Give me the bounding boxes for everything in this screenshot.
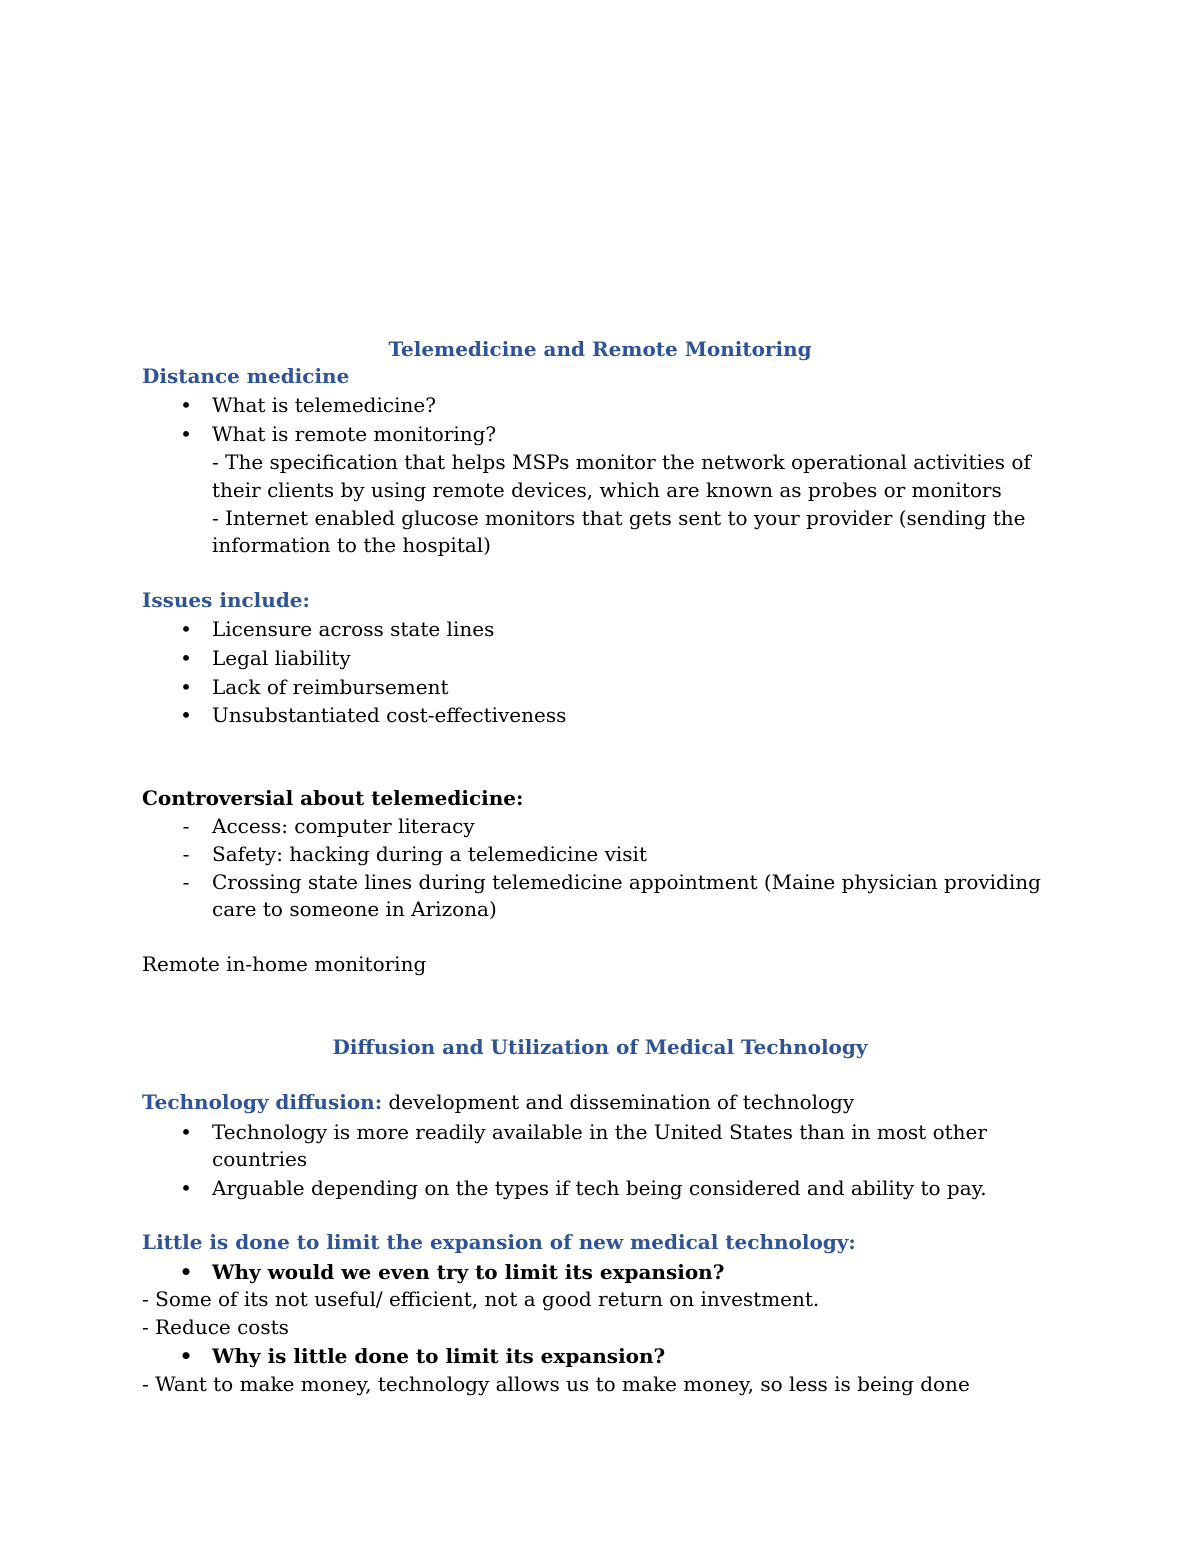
bullet-icon: • bbox=[180, 422, 192, 446]
bullet-icon: • bbox=[180, 1176, 192, 1200]
note-line: - Internet enabled glucose monitors that gets sent to your provider (sending the bbox=[212, 506, 1026, 530]
heading-issues: Issues include: bbox=[142, 588, 310, 612]
heading-limit-expansion: Little is done to limit the expansion of new medical technology: bbox=[142, 1230, 856, 1254]
bullet-icon: • bbox=[180, 675, 192, 699]
list-item: • Arguable depending on the types if tech being considered and ability to pay. bbox=[212, 1175, 987, 1201]
list-item: - Safety: hacking during a telemedicine visit bbox=[212, 841, 647, 867]
section-title-telemedicine: Telemedicine and Remote Monitoring bbox=[388, 337, 812, 361]
answer-line: - Some of its not useful/ efficient, not a good return on investment. bbox=[142, 1287, 820, 1311]
bullet-icon: • bbox=[180, 703, 192, 727]
note-line: - The specification that helps MSPs monitor the network operational activities of bbox=[212, 450, 1031, 474]
diffusion-text: development and dissemination of technology bbox=[382, 1090, 855, 1114]
note-line: information to the hospital) bbox=[212, 533, 491, 557]
note-line: their clients by using remote devices, which are known as probes or monitors bbox=[212, 478, 1002, 502]
bullet-icon: • bbox=[180, 617, 192, 641]
list-item-continuation: countries bbox=[212, 1147, 308, 1171]
bullet-icon: • bbox=[179, 1344, 193, 1368]
heading-distance-medicine: Distance medicine bbox=[142, 364, 350, 388]
list-item: - Crossing state lines during telemedicine appointment (Maine physician providing bbox=[212, 869, 1041, 895]
dash-marker: - bbox=[182, 870, 190, 894]
bullet-icon: • bbox=[179, 1260, 193, 1284]
question-item: • Why would we even try to limit its expansion? bbox=[212, 1259, 724, 1285]
bullet-icon: • bbox=[180, 646, 192, 670]
list-item: • Legal liability bbox=[212, 645, 351, 671]
list-item: • Technology is more readily available in the United States than in most other bbox=[212, 1119, 987, 1145]
diffusion-label: Technology diffusion: bbox=[142, 1090, 383, 1114]
list-item: - Access: computer literacy bbox=[212, 813, 475, 839]
answer-line: - Reduce costs bbox=[142, 1315, 289, 1339]
section-title-diffusion: Diffusion and Utilization of Medical Technology bbox=[332, 1035, 868, 1059]
list-item: • What is remote monitoring? bbox=[212, 421, 496, 447]
list-item: • Lack of reimbursement bbox=[212, 674, 449, 700]
bullet-icon: • bbox=[180, 393, 192, 417]
list-item: • Unsubstantiated cost-effectiveness bbox=[212, 702, 566, 728]
heading-controversial: Controversial about telemedicine: bbox=[142, 786, 524, 810]
remote-in-home-text: Remote in-home monitoring bbox=[142, 952, 427, 976]
dash-marker: - bbox=[182, 842, 190, 866]
list-item: • Licensure across state lines bbox=[212, 616, 494, 642]
list-item: • What is telemedicine? bbox=[212, 392, 436, 418]
dash-marker: - bbox=[182, 814, 190, 838]
answer-line: - Want to make money, technology allows us to make money, so less is being done bbox=[142, 1372, 970, 1396]
question-item: • Why is little done to limit its expansion? bbox=[212, 1343, 665, 1369]
bullet-icon: • bbox=[180, 1120, 192, 1144]
list-item-continuation: care to someone in Arizona) bbox=[212, 897, 497, 921]
diffusion-definition bbox=[142, 1089, 854, 1115]
